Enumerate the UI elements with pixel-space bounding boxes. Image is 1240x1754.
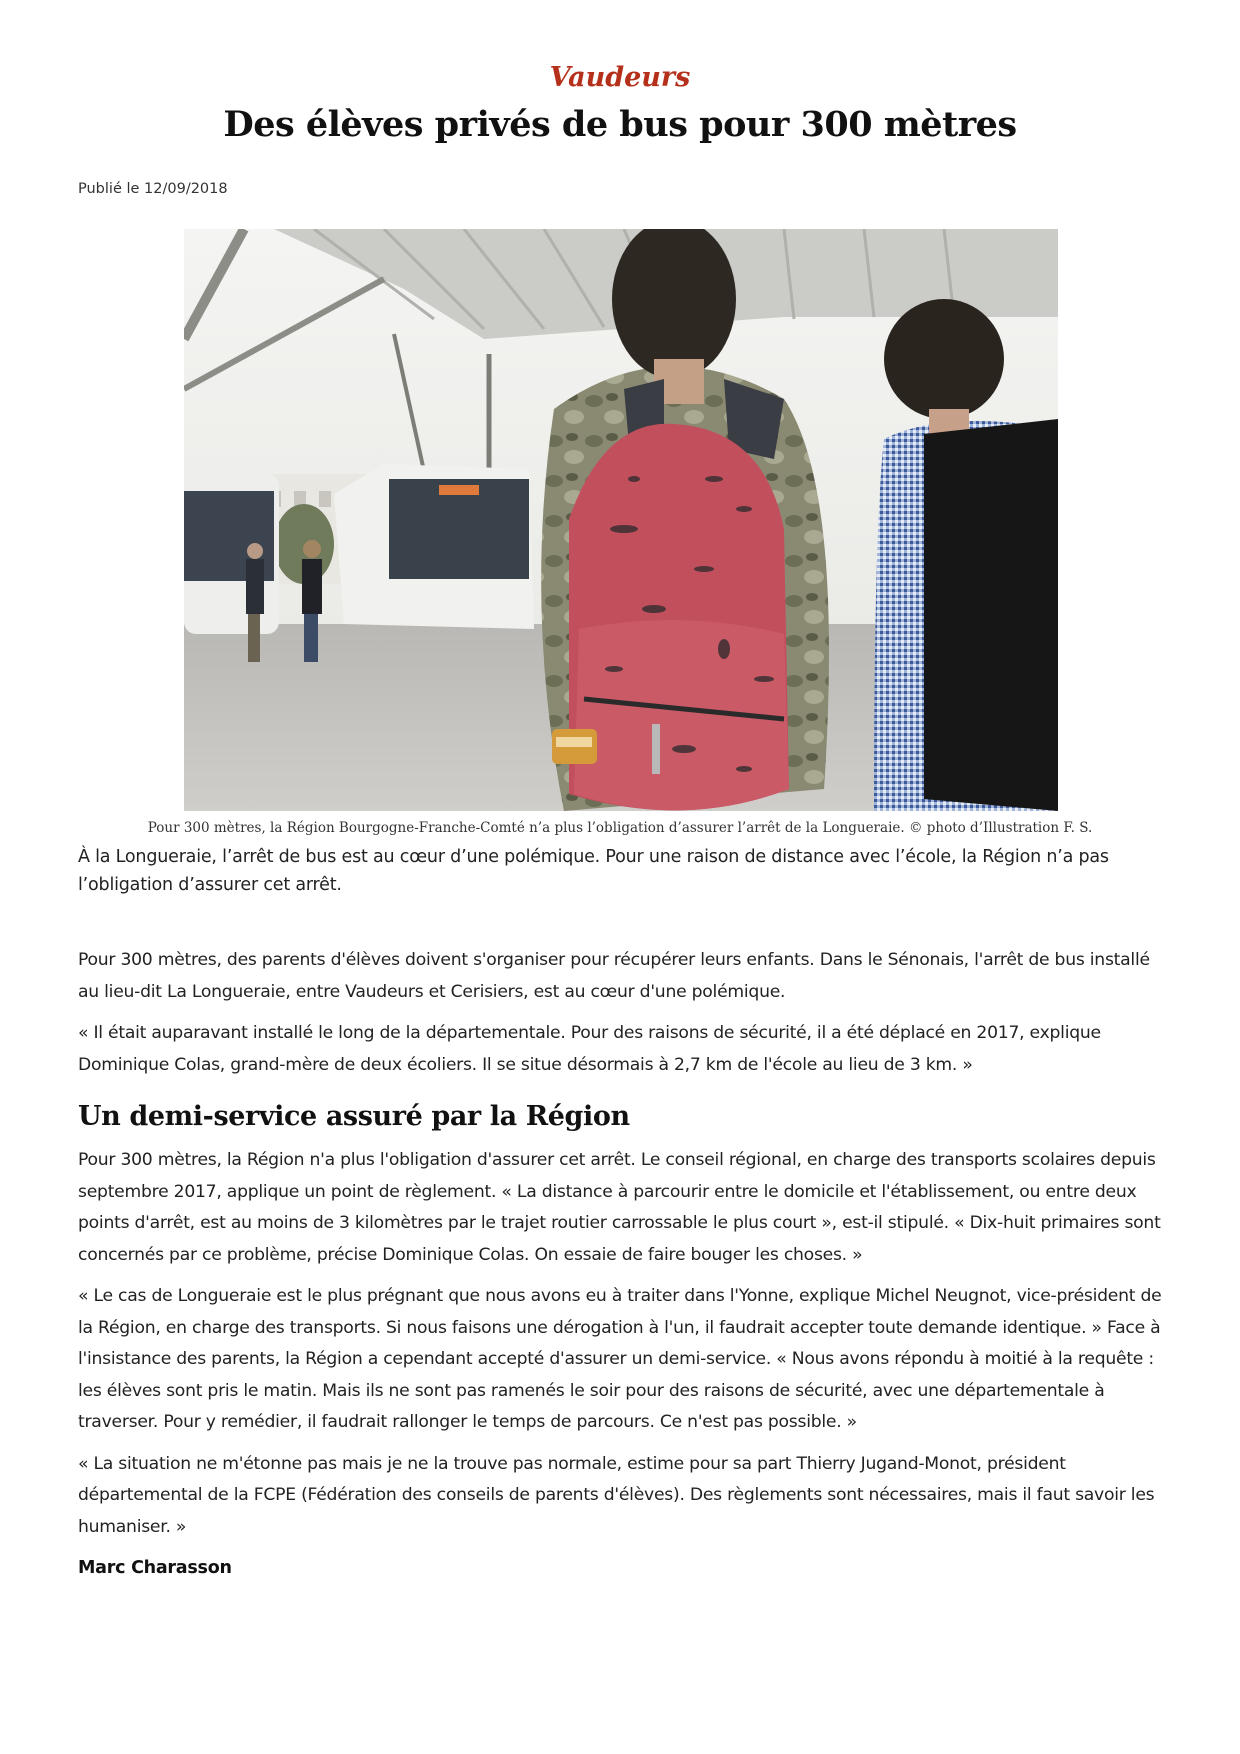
article-lead: À la Longueraie, l’arrêt de bus est au cœur d’une polémique. Pour une raison de distance avec l’école, la Région n’a pas l’obligation d’assurer cet arrêt. (78, 847, 1109, 895)
paragraph: « Le cas de Longueraie est le plus prégnant que nous avons eu à traiter dans l'Yonne, explique Michel Neugnot, vice-président de la Région, en charge des transports. Si nous faisons une dérogation à l'un, il faudrait accepter toute demande identique. » Face à l'insistance des parents, la Région a cependant accepté d'assurer un demi-service. « Nous avons répondu à moitié à la requête : les élèves sont pris le matin. Mais ils ne sont pas ramenés le soir pour des raisons de sécurité, avec une départementale à traverser. Pour y remédier, il faudrait rallonger le temps de parcours. Ce n'est pas possible. » (78, 1286, 1162, 1432)
article-kicker: Vaudeurs (549, 62, 691, 93)
author-byline: Marc Charasson (78, 1558, 232, 1578)
paragraph: « La situation ne m'étonne pas mais je ne la trouve pas normale, estime pour sa part Thierry Jugand-Monot, président départemental de la FCPE (Fédération des conseils de parents d'élèves). Des règlements sont nécessaires, mais il faut savoir les humaniser. » (78, 1453, 1155, 1537)
photo-illustration (184, 229, 1058, 811)
paragraph: Pour 300 mètres, la Région n'a plus l'obligation d'assurer cet arrêt. Le conseil régional, en charge des transports scolaires depuis septembre 2017, applique un point de règlement. « La distance à parcourir entre le domicile et l'établissement, ou entre deux points d'arrêt, est au moins de 3 kilomètres par le trajet routier carrossable le plus court », est-il stipulé. « Dix-huit primaires sont concernés par ce problème, précise Dominique Colas. On essaie de faire bouger les choses. » (78, 1150, 1161, 1265)
publish-date: Publié le 12/09/2018 (78, 181, 228, 197)
article-title: Des élèves privés de bus pour 300 mètres (223, 104, 1017, 145)
section-heading: Un demi-service assuré par la Région (78, 1101, 630, 1132)
article-photo (184, 229, 1058, 811)
paragraph: Pour 300 mètres, des parents d'élèves doivent s'organiser pour récupérer leurs enfants. Dans le Sénonais, l'arrêt de bus installé au lieu-dit La Longueraie, entre Vaudeurs et Cerisiers, est au cœur d'une polémique. (78, 950, 1150, 1002)
article-body (78, 945, 1168, 1585)
photo-caption: Pour 300 mètres, la Région Bourgogne-Franche-Comté n’a plus l’obligation d’assurer l’arrêt de la Longueraie. © photo d’Illustration F. S. (147, 820, 1093, 836)
paragraph: « Il était auparavant installé le long de la départementale. Pour des raisons de sécurité, il a été déplacé en 2017, explique Dominique Colas, grand-mère de deux écoliers. Il se situe désormais à 2,7 km de l'école au lieu de 3 km. » (78, 1023, 1101, 1075)
